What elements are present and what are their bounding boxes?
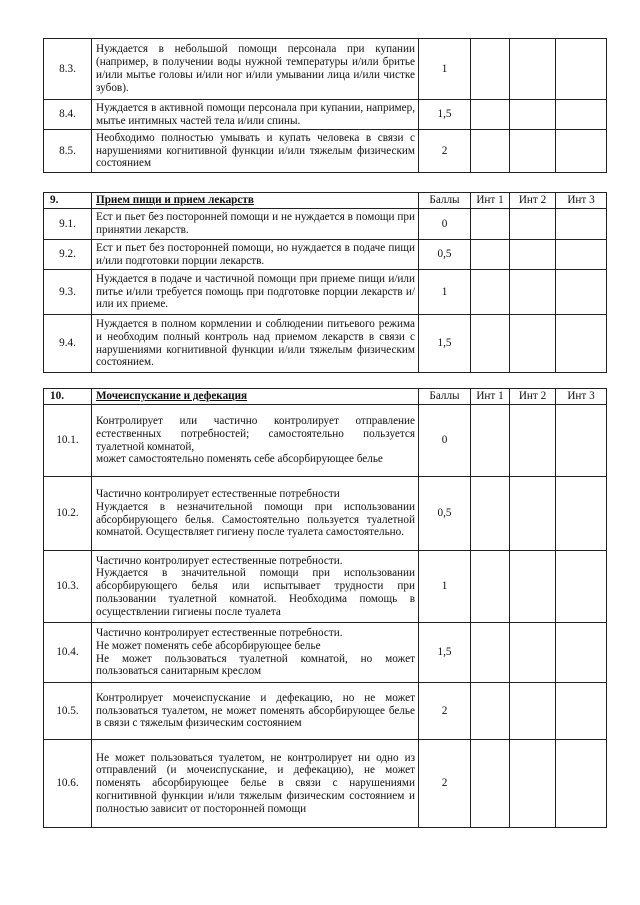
column-header-int3: Инт 3 [556, 389, 607, 405]
table-section-9 [43, 192, 607, 373]
int1-cell[interactable] [471, 623, 510, 683]
table-row [44, 39, 607, 100]
int3-cell[interactable] [556, 683, 607, 740]
row-description: Контролирует или частично контролирует отправление естественных потребностей; самостоятельно пользуется туалетной комнатой, может самостоятельно поменять себе абсорбирующее белье [92, 405, 419, 477]
int1-cell[interactable] [471, 405, 510, 477]
int3-cell[interactable] [556, 315, 607, 373]
row-description: Контролирует мочеиспускание и дефекацию, но не может пользоваться туалетом, не может поменять абсорбирующее белье в связи с тяжелым физическим состоянием [92, 683, 419, 740]
table-row [44, 623, 607, 683]
int3-cell[interactable] [556, 270, 607, 315]
column-header-int2: Инт 2 [510, 193, 556, 209]
int1-cell[interactable] [471, 240, 510, 270]
row-description: Нуждается в подаче и частичной помощи при приеме пищи и/или питье и/или требуется помощь при подготовке порции лекарств и/или их приеме. [92, 270, 419, 315]
row-score: 1 [419, 551, 471, 623]
row-description: Частично контролирует естественные потребности. Нуждается в значительной помощи при использовании абсорбирующего белья или испытывает трудности при пользовании туалетной комнатой. Необходима помощь в осуществлении гигиены после туалета [92, 551, 419, 623]
column-header-int1: Инт 1 [471, 389, 510, 405]
row-number: 9.1. [44, 209, 92, 240]
row-description: Частично контролирует естественные потребности. Не может поменять себе абсорбирующее белье Не может пользоваться туалетной комнатой, но может пользоваться санитарным креслом [92, 623, 419, 683]
row-score: 2 [419, 683, 471, 740]
table-row [44, 130, 607, 173]
int2-cell[interactable] [510, 270, 556, 315]
int2-cell[interactable] [510, 315, 556, 373]
row-number: 8.3. [44, 39, 92, 100]
int1-cell[interactable] [471, 39, 510, 100]
table-row [44, 270, 607, 315]
row-score: 2 [419, 130, 471, 173]
row-number: 9.4. [44, 315, 92, 373]
table-row [44, 740, 607, 828]
column-header-int2: Инт 2 [510, 389, 556, 405]
int1-cell[interactable] [471, 100, 510, 130]
int2-cell[interactable] [510, 405, 556, 477]
int1-cell[interactable] [471, 740, 510, 828]
int2-cell[interactable] [510, 551, 556, 623]
int3-cell[interactable] [556, 100, 607, 130]
row-score: 1,5 [419, 623, 471, 683]
row-number: 10.6. [44, 740, 92, 828]
int3-cell[interactable] [556, 740, 607, 828]
row-number: 10.2. [44, 477, 92, 551]
row-score: 2 [419, 740, 471, 828]
row-number: 8.4. [44, 100, 92, 130]
row-score: 0 [419, 209, 471, 240]
int1-cell[interactable] [471, 130, 510, 173]
int3-cell[interactable] [556, 405, 607, 477]
row-description: Нуждается в небольшой помощи персонала при купании (например, в получении воды нужной температуры и/или бритье и/или мытье головы и/или ног и/или умывании лица и/или чистке зубов). [92, 39, 419, 100]
int1-cell[interactable] [471, 477, 510, 551]
int3-cell[interactable] [556, 477, 607, 551]
row-description: Нуждается в активной помощи персонала при купании, например, мытье интимных частей тела и/или спины. [92, 100, 419, 130]
column-header-score: Баллы [419, 193, 471, 209]
row-description: Нуждается в полном кормлении и соблюдении питьевого режима и необходим полный контроль над приемом лекарств в связи с нарушениями когнитивной функции и/или тяжелым физическим состоянием. [92, 315, 419, 373]
row-description: Ест и пьет без посторонней помощи и не нуждается в помощи при принятии лекарств. [92, 209, 419, 240]
column-header-int1: Инт 1 [471, 193, 510, 209]
row-description: Ест и пьет без посторонней помощи, но нуждается в подаче пищи и/или подготовки порции лекарств. [92, 240, 419, 270]
row-number: 9.3. [44, 270, 92, 315]
row-description: Частично контролирует естественные потребности Нуждается в незначительной помощи при использовании абсорбирующего белья. Самостоятельно пользуется туалетной комнатой. Осуществляет гигиену после туалета самостоятельно. [92, 477, 419, 551]
int2-cell[interactable] [510, 209, 556, 240]
row-score: 1,5 [419, 315, 471, 373]
table-row [44, 100, 607, 130]
int1-cell[interactable] [471, 551, 510, 623]
int1-cell[interactable] [471, 209, 510, 240]
row-number: 10.4. [44, 623, 92, 683]
row-description: Необходимо полностью умывать и купать человека в связи с нарушениями когнитивной функции и/или тяжелым физическим состоянием [92, 130, 419, 173]
row-number: 10.3. [44, 551, 92, 623]
section-header-row [44, 193, 607, 209]
int3-cell[interactable] [556, 623, 607, 683]
table-section-8 [43, 38, 607, 173]
int2-cell[interactable] [510, 130, 556, 173]
table-row [44, 477, 607, 551]
int1-cell[interactable] [471, 683, 510, 740]
row-score: 0,5 [419, 477, 471, 551]
table-row [44, 405, 607, 477]
int3-cell[interactable] [556, 209, 607, 240]
int3-cell[interactable] [556, 130, 607, 173]
int2-cell[interactable] [510, 623, 556, 683]
int1-cell[interactable] [471, 270, 510, 315]
row-number: 10.5. [44, 683, 92, 740]
table-row [44, 209, 607, 240]
int2-cell[interactable] [510, 100, 556, 130]
section-title: Прием пищи и прием лекарств [92, 193, 419, 209]
int3-cell[interactable] [556, 240, 607, 270]
row-description: Не может пользоваться туалетом, не контролирует ни одно из отправлений (и мочеиспускание, и дефекацию), не может поменять абсорбирующее белье в связи с нарушениями когнитивной функции и/или тяжелым физическим состоянием и полностью зависит от посторонней помощи [92, 740, 419, 828]
int1-cell[interactable] [471, 315, 510, 373]
row-score: 0 [419, 405, 471, 477]
table-row [44, 683, 607, 740]
section-title: Мочеиспускание и дефекация [92, 389, 419, 405]
row-number: 8.5. [44, 130, 92, 173]
section-number: 9. [44, 193, 92, 209]
section-header-row [44, 389, 607, 405]
row-score: 1 [419, 39, 471, 100]
row-score: 0,5 [419, 240, 471, 270]
row-number: 10.1. [44, 405, 92, 477]
row-number: 9.2. [44, 240, 92, 270]
int2-cell[interactable] [510, 740, 556, 828]
table-row [44, 551, 607, 623]
row-score: 1 [419, 270, 471, 315]
int2-cell[interactable] [510, 683, 556, 740]
int2-cell[interactable] [510, 477, 556, 551]
int3-cell[interactable] [556, 39, 607, 100]
row-score: 1,5 [419, 100, 471, 130]
int2-cell[interactable] [510, 39, 556, 100]
section-number: 10. [44, 389, 92, 405]
table-row [44, 315, 607, 373]
column-header-int3: Инт 3 [556, 193, 607, 209]
int3-cell[interactable] [556, 551, 607, 623]
table-row [44, 240, 607, 270]
table-section-10 [43, 388, 607, 828]
int2-cell[interactable] [510, 240, 556, 270]
column-header-score: Баллы [419, 389, 471, 405]
